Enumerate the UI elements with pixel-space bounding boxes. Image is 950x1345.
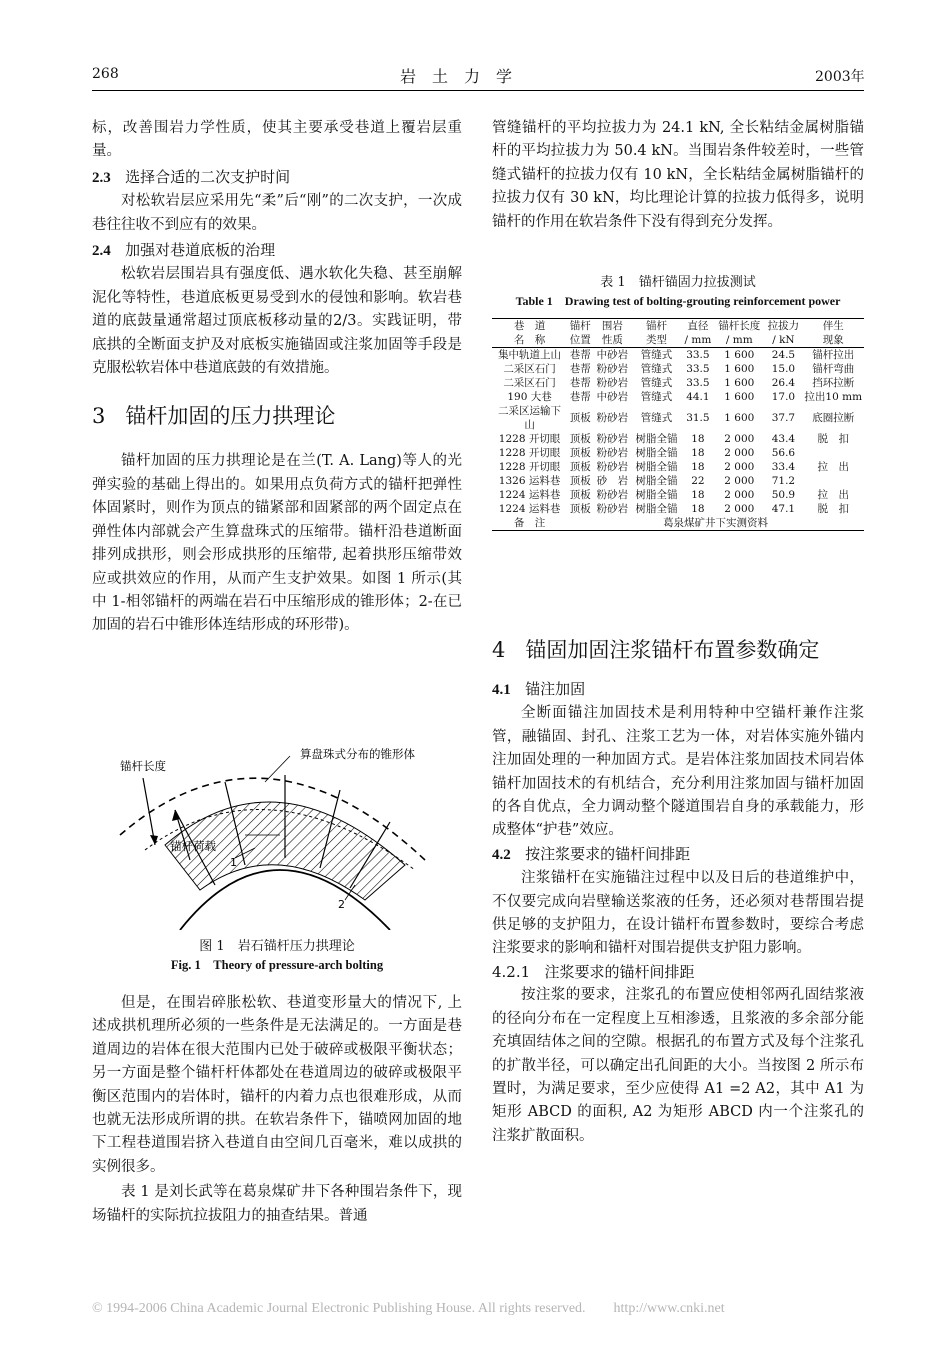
table-cell: 二采区石门 bbox=[503, 363, 556, 375]
table-cell: 树脂全锚 bbox=[635, 447, 678, 459]
paragraph: 锚杆加固的压力拱理论是在兰(T. A. Lang)等人的光弹实验的基础上得出的。如果用点负荷方式的锚杆把弹性体固紧时，则作为顶点的锚紧部和固紧部的两个固定点在弹性体内部就会产生算盘珠式的压缩带。锚杆沿巷道断面排列成拱形，则会形成拱形的压缩带, 起着拱形压缩带效应或拱效应的作用，从而产生支护效果。如图 1 所示(其中 1-相邻锚杆的两端在岩石中压缩形成的锥形体；2-在已加固的岩石中锥形体连结形成的环形带)。 bbox=[92, 453, 462, 634]
table-cell: 50.9 bbox=[771, 489, 796, 501]
table-row bbox=[492, 460, 864, 474]
journal-title: 岩 土 力 学 bbox=[400, 67, 513, 86]
table-header-cell: / kN bbox=[764, 333, 802, 348]
table-cell: 粉砂岩 bbox=[596, 363, 629, 375]
arrow-icon bbox=[150, 835, 158, 845]
length-dimension-line bbox=[143, 778, 155, 845]
table-cell: 2 000 bbox=[724, 489, 755, 501]
table-1 bbox=[492, 273, 864, 531]
table-header-cell: 伴生 bbox=[802, 319, 864, 334]
caption-cn: 图 1 岩石锚杆压力拱理论 bbox=[199, 939, 355, 954]
table-cell: 巷帮 bbox=[569, 349, 591, 361]
paragraph: 按注浆的要求，注浆孔的布置应使相邻两孔固结浆液的径向分布在一定程度上互相渗透，且浆液的多余部分能充填固结体之间的空隙。根据孔的布置方式及每个注浆孔的扩散半径，可以确定出孔间距的大小。当按图 2 所示布置时，为满足要求，至少应使得 A1 =2 A2，其中 A1 为矩形 ABCD 的面积, A2 为矩形 ABCD 内一个注浆孔的注浆扩散面积。 bbox=[492, 987, 864, 1144]
figure-1-caption bbox=[92, 937, 462, 974]
table-cell: 22 bbox=[691, 475, 705, 487]
table-cell: 粉砂岩 bbox=[596, 433, 629, 445]
table-row bbox=[492, 474, 864, 488]
table-cell: 脱 扣 bbox=[817, 503, 849, 515]
table-header-row bbox=[492, 319, 864, 334]
table-cell: 脱 扣 bbox=[817, 433, 849, 445]
table-cell: 管缝式 bbox=[640, 412, 673, 424]
label-2: 2 bbox=[338, 898, 345, 911]
table-cell: 1228 开切眼 bbox=[498, 461, 561, 473]
table-cell: 顶板 bbox=[569, 489, 591, 501]
table-cell: 管缝式 bbox=[640, 349, 673, 361]
table-note-row bbox=[492, 516, 864, 531]
table-cell: 56.6 bbox=[771, 447, 796, 459]
table-cell: 1228 开切眼 bbox=[498, 433, 561, 445]
table-header-cell: 拉拔力 bbox=[764, 319, 802, 334]
table-cell: 管缝式 bbox=[640, 391, 673, 403]
table-cell bbox=[802, 474, 864, 488]
table-cell: 18 bbox=[691, 503, 705, 515]
table-cell: 二采区石门 bbox=[503, 377, 556, 389]
table-cell: 粉砂岩 bbox=[596, 503, 629, 515]
table-cell: 1224 运料巷 bbox=[498, 503, 561, 515]
table-row bbox=[492, 488, 864, 502]
section-heading-3: 3 锚杆加固的压力拱理论 bbox=[92, 404, 336, 429]
table-cell: 粉砂岩 bbox=[596, 447, 629, 459]
table-cell: 15.0 bbox=[771, 363, 796, 375]
table-header-cell: 直径 bbox=[682, 319, 715, 334]
paragraph: 松软岩层围岩具有强度低、遇水软化失稳、甚至崩解泥化等特性，巷道底板更易受到水的侵蚀和影响。软岩巷道的底鼓量通常超过顶底板移动量的2/3。实践证明，带底拱的全断面支护及对底板实施锚固或注浆加固等手段是克服松软岩体中巷道底鼓的有效措施。 bbox=[92, 266, 462, 377]
section-heading-2-4: 2.4 加强对巷道底板的治理 bbox=[92, 241, 276, 260]
table-cell: 1 600 bbox=[724, 391, 755, 403]
table-cell: 砂 岩 bbox=[596, 475, 629, 487]
table-header-cell: 巷 道 bbox=[492, 319, 567, 334]
table-cell: 顶板 bbox=[569, 412, 591, 424]
left-column-bottom bbox=[92, 992, 462, 1228]
table-cell: 树脂全锚 bbox=[635, 461, 678, 473]
table-cell: 集中轨道上山 bbox=[498, 349, 562, 361]
table-note-text: 葛泉煤矿井下实测资料 bbox=[567, 516, 864, 531]
table-cell: 管缝式 bbox=[640, 363, 673, 375]
table-cell: 巷帮 bbox=[569, 363, 591, 375]
table-header-cell: 性质 bbox=[593, 333, 631, 348]
table-cell: 1224 运料巷 bbox=[498, 489, 561, 501]
table-cell: 2 000 bbox=[724, 433, 755, 445]
table-cell: 树脂全锚 bbox=[635, 489, 678, 501]
table-row bbox=[492, 404, 864, 432]
table-row bbox=[492, 432, 864, 446]
table-cell: 粉砂岩 bbox=[596, 489, 629, 501]
table-cell: 43.4 bbox=[771, 433, 796, 445]
table-row bbox=[492, 390, 864, 404]
table-header-cell: / mm bbox=[682, 333, 715, 348]
table-cell: 47.1 bbox=[771, 503, 796, 515]
table-cell: 锚杆拉出 bbox=[812, 349, 855, 361]
table-cell: 37.7 bbox=[771, 412, 796, 424]
label-bolt-length: 锚杆长度 bbox=[120, 759, 166, 773]
right-column-top bbox=[492, 117, 864, 234]
table-header-cell: 名 称 bbox=[492, 333, 567, 348]
table-cell: 190 大巷 bbox=[507, 391, 552, 403]
table-cell: 拉出10 mm bbox=[804, 391, 863, 403]
page-number: 268 bbox=[92, 66, 119, 82]
table-cell: 33.5 bbox=[686, 377, 710, 389]
table-cell: 2 000 bbox=[724, 475, 755, 487]
table-cell: 巷帮 bbox=[569, 377, 591, 389]
table-cell: 18 bbox=[691, 489, 705, 501]
table-cell: 33.5 bbox=[686, 349, 710, 361]
table-cell: 中砂岩 bbox=[596, 391, 629, 403]
paragraph: 标，改善围岩力学性质，使其主要承受巷道上覆岩层重量。 bbox=[92, 120, 462, 160]
table-cell: 树脂全锚 bbox=[635, 433, 678, 445]
caption-en: Fig. 1 Theory of pressure-arch bolting bbox=[170, 958, 384, 972]
table-row bbox=[492, 502, 864, 516]
table-cell: 18 bbox=[691, 461, 705, 473]
table-header-cell: / mm bbox=[714, 333, 764, 348]
table-header-cell: 现象 bbox=[802, 333, 864, 348]
table-header-cell: 类型 bbox=[631, 333, 681, 348]
section-heading-4-1: 4.1 锚注加固 bbox=[492, 680, 586, 698]
table-caption-en: Table 1 Drawing test of bolting-grouting reinforcement power bbox=[515, 294, 841, 308]
bolt-pull-test-table bbox=[492, 318, 864, 531]
table-cell: 锚杆弯曲 bbox=[812, 363, 855, 375]
paragraph: 表 1 是刘长武等在葛泉煤矿井下各种围岩条件下，现场锚杆的实际抗拉拔阻力的抽查结果。普通 bbox=[92, 1184, 462, 1224]
table-cell: 2 000 bbox=[724, 461, 755, 473]
section-heading-2-3: 2.3 选择合适的二次支护时间 bbox=[92, 167, 291, 186]
leader-line bbox=[265, 756, 290, 782]
table-cell: 31.5 bbox=[686, 412, 710, 424]
table-cell: 拉 出 bbox=[817, 489, 849, 501]
right-column-bottom bbox=[492, 638, 864, 1148]
table-cell: 二采区运输下山 bbox=[498, 405, 562, 431]
paragraph: 管缝锚杆的平均拉拔力为 24.1 kN, 全长粘结金属树脂锚杆的平均拉拔力为 50.4 kN。当围岩条件较差时，一些管缝式锚杆的拉拔力仅有 10 kN，全长粘结金属树脂锚杆的拉拔力仅有 30 kN，均比理论计算的拉拔力低得多，说明锚杆的作用在软岩条件下没有得到充分发挥。 bbox=[492, 120, 864, 230]
paragraph: 全断面锚注加固技术是利用特种中空锚杆兼作注浆管，融锚固、封孔、注浆工艺为一体，对岩体实施外锚内注加固处理的一种加固方式。是岩体注浆加固技术同岩体锚杆加固技术的有机结合，充分利用注浆加固与锚杆加固的各自优点，全力调动整个隧道围岩自身的承载能力，形成整体“护巷”效应。 bbox=[492, 705, 864, 839]
table-cell: 顶板 bbox=[569, 447, 591, 459]
table-row bbox=[492, 446, 864, 460]
label-1: 1 bbox=[230, 856, 237, 869]
table-cell: 巷帮 bbox=[569, 391, 591, 403]
table-header-row bbox=[492, 333, 864, 348]
table-cell: 2 000 bbox=[724, 447, 755, 459]
table-row bbox=[492, 348, 864, 363]
table-header-cell: 锚杆 bbox=[631, 319, 681, 334]
table-cell: 33.5 bbox=[686, 363, 710, 375]
table-cell: 1 600 bbox=[724, 349, 755, 361]
label-cone: 算盘珠式分布的锥形体 bbox=[300, 747, 415, 761]
table-cell: 1 600 bbox=[724, 377, 755, 389]
table-cell: 2 000 bbox=[724, 503, 755, 515]
table-cell: 树脂全锚 bbox=[635, 475, 678, 487]
footer-copyright: © 1994-2006 China Academic Journal Electronic Publishing House. All rights reserved. http://www.cnki.net bbox=[92, 1301, 725, 1316]
table-cell: 粉砂岩 bbox=[596, 461, 629, 473]
table-cell: 顶板 bbox=[569, 461, 591, 473]
table-cell: 底圈拉断 bbox=[812, 412, 855, 424]
table-cell: 顶板 bbox=[569, 503, 591, 515]
table-header-cell: 围岩 bbox=[593, 319, 631, 334]
header-rule bbox=[92, 90, 864, 91]
table-cell: 44.1 bbox=[686, 391, 710, 403]
section-heading-4-2-1: 4.2.1 注浆要求的锚杆间排距 bbox=[492, 962, 695, 981]
table-cell: 粉砂岩 bbox=[596, 377, 629, 389]
paragraph: 注浆锚杆在实施锚注过程中以及日后的巷道维护中，不仅要完成向岩壁输送浆液的任务，还必须对巷帮围岩提供足够的支护阻力，在设计锚杆布置参数时，要综合考虑注浆要求的影响和锚杆对围岩提供支护阻力影响。 bbox=[492, 870, 864, 957]
table-cell: 中砂岩 bbox=[596, 349, 629, 361]
figure-1-diagram bbox=[105, 740, 455, 930]
table-cell: 顶板 bbox=[569, 433, 591, 445]
table-cell: 树脂全锚 bbox=[635, 503, 678, 515]
table-cell: 1 600 bbox=[724, 412, 755, 424]
table-cell: 粉砂岩 bbox=[596, 412, 629, 424]
left-column bbox=[92, 117, 462, 638]
table-row bbox=[492, 376, 864, 390]
table-cell: 17.0 bbox=[771, 391, 796, 403]
section-heading-4-2: 4.2 按注浆要求的锚杆间排距 bbox=[492, 844, 691, 863]
label-bolt-load: 锚杆荷载 bbox=[170, 839, 216, 853]
table-cell: 26.4 bbox=[771, 377, 796, 389]
table-note-label: 备 注 bbox=[492, 516, 567, 531]
table-cell: 1 600 bbox=[724, 363, 755, 375]
paragraph: 对松软岩层应采用先“柔”后“刚”的二次支护，一次成巷往往收不到应有的效果。 bbox=[92, 193, 462, 233]
table-caption-cn: 表 1 锚杆锚固力拉拔测试 bbox=[600, 275, 756, 290]
table-header-cell: 锚杆长度 bbox=[714, 319, 764, 334]
table-cell bbox=[802, 446, 864, 460]
section-heading-4: 4 锚固加固注浆锚杆布置参数确定 bbox=[492, 638, 820, 662]
table-cell: 挡环拉断 bbox=[812, 377, 855, 389]
table-cell: 24.5 bbox=[771, 349, 796, 361]
table-row bbox=[492, 362, 864, 376]
table-cell: 18 bbox=[691, 447, 705, 459]
paragraph: 但是，在围岩碎胀松软、巷道变形量大的情况下, 上述成拱机理所必须的一些条件是无法满足的。一方面是巷道周边的岩体在很大范围内已处于破碎或极限平衡状态；另一方面是整个锚杆杆体都处在巷道周边的破碎或极限平衡区范围内的岩体时，锚杆的内着力点也很难形成，从而也就无法形成所谓的拱。在软岩条件下，锚喷网加固的地下工程巷道围岩挤入巷道自由空间几百毫米，难以成拱的实例很多。 bbox=[92, 995, 462, 1175]
table-header-cell: 锚杆 bbox=[567, 319, 593, 334]
table-cell: 管缝式 bbox=[640, 377, 673, 389]
table-cell: 71.2 bbox=[771, 475, 796, 487]
year: 2003年 bbox=[815, 69, 865, 85]
table-header-cell: 位置 bbox=[567, 333, 593, 348]
table-cell: 18 bbox=[691, 433, 705, 445]
table-cell: 1228 开切眼 bbox=[498, 447, 561, 459]
table-cell: 33.4 bbox=[771, 461, 796, 473]
table-cell: 顶板 bbox=[569, 475, 591, 487]
table-cell: 1326 运料巷 bbox=[498, 475, 561, 487]
table-cell: 拉 出 bbox=[817, 461, 849, 473]
